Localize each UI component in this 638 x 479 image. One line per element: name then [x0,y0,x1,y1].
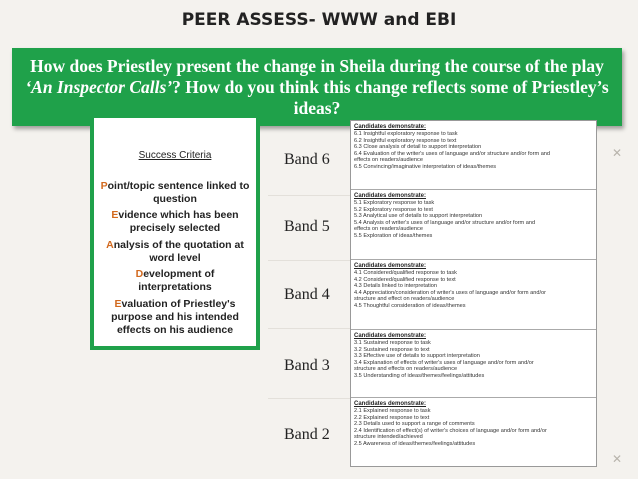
criterion-initial: P [100,180,108,192]
band-heading: Candidates demonstrate: [354,401,427,407]
band-heading: Candidates demonstrate: [354,333,427,339]
band-heading: Candidates demonstrate: [354,124,427,130]
descriptor-line: 5.5 Exploration of ideas/themes [354,232,433,239]
criterion-text: evelopment of interpretations [138,268,215,293]
descriptor-line: 6.2 Insightful exploratory response to text [354,137,457,144]
descriptor-line: 4.4 Appreciation/consideration of writer's uses of language and/or form and/or [354,289,546,296]
descriptor-line: 4.3 Details linked to interpretation [354,283,438,290]
band-divider [268,328,350,329]
descriptor-line: 6.3 Close analysis of detail to support interpretation [354,144,482,151]
success-criteria-box [90,118,260,350]
band-divider [268,195,350,196]
descriptor-line: 6.1 Insightful exploratory response to task [354,131,458,137]
descriptor-line: 3.3 Effective use of details to support interpretation [354,353,480,360]
play-title: ‘An Inspector Calls’ [25,77,173,97]
descriptor-line: 3.1 Sustained response to task [354,340,431,346]
descriptor-line: 6.5 Convincing/imaginative interpretation of ideas/themes [354,163,497,170]
criterion-initial: E [114,298,122,310]
band-6-descriptors [351,121,596,171]
criterion-initial: E [111,209,119,221]
band-label-4: Band 4 [284,286,330,303]
descriptor-line: 2.4 Identification of effect(s) of writer's choices of language and/or form and/or [354,427,547,434]
criterion-text: oint/topic sentence linked to question [107,180,250,205]
criterion-text: nalysis of the quotation at word level [113,239,244,264]
descriptor-line: 5.4 Analysis of writer's uses of language and/or structure and/or form and [354,219,536,226]
criterion-development [98,268,252,294]
descriptor-line: 4.2 Considered/qualified response to text [354,276,456,283]
descriptor-line: effects on readers/audience [354,157,423,164]
descriptor-line: 4.1 Considered/qualified response to task [354,270,457,276]
descriptor-line: 2.3 Details used to support a range of comments [354,421,475,428]
criterion-analysis [98,239,252,265]
band-label-6: Band 6 [284,151,330,168]
descriptor-line: 6.4 Evaluation of the writer's uses of language and/or structure and/or form and [354,150,551,157]
descriptor-line: 2.1 Explained response to task [354,408,431,414]
descriptor-line: 3.4 Explanation of effects of writer's uses of language and/or form and/or [354,359,534,366]
descriptor-line: 3.2 Sustained response to text [354,346,430,353]
descriptor-line: 4.5 Thoughtful consideration of ideas/themes [354,302,466,309]
descriptor-line: 2.5 Awareness of ideas/themes/feelings/attitudes [354,440,476,447]
descriptor-line: 2.2 Explained response to text [354,414,430,421]
criterion-evaluation [98,298,252,337]
band-3-descriptors [351,329,596,380]
criterion-initial: A [106,239,114,251]
band-2-descriptors [351,397,596,448]
band-descriptor-table [350,120,597,467]
descriptor-line: 5.2 Exploratory response to text [354,206,433,213]
descriptor-line: structure intended/achieved [354,434,423,441]
band-heading: Candidates demonstrate: [354,263,427,269]
band-4-descriptors [351,259,596,310]
descriptor-line: 3.5 Understanding of ideas/themes/feelings/attitudes [354,372,485,379]
criterion-initial: D [135,268,144,280]
question-banner [12,48,622,126]
page-title: PEER ASSESS- WWW and EBI [181,10,457,30]
descriptor-line: 5.3 Analytical use of details to support interpretation [354,213,483,220]
question-text-start: How does Priestley present the change in Sheila during the course of the play [30,56,604,76]
descriptor-line: effects on readers/audience [354,226,423,233]
descriptor-line: structure and effects on readers/audience [354,366,458,373]
band-label-2: Band 2 [284,426,330,443]
criterion-evidence [98,209,252,235]
question-text-end: ? How do you think this change reflects some of Priestley’s ideas? [172,77,609,118]
descriptor-line: structure and effect on readers/audience [354,296,455,303]
descriptor-line: 5.1 Exploratory response to task [354,200,435,206]
band-label-5: Band 5 [284,218,330,235]
criterion-point [98,180,252,206]
band-heading: Candidates demonstrate: [354,193,427,199]
band-divider [268,398,350,399]
band-label-3: Band 3 [284,357,330,374]
band-5-descriptors [351,189,596,240]
criterion-text: valuation of Priestley's purpose and his intended effects on his audience [111,298,239,336]
band-divider [268,260,350,261]
decorative-cross-icon: ✕ [612,452,623,466]
decorative-cross-icon: ✕ [612,146,623,160]
success-criteria-heading: Success Criteria [138,150,212,161]
criterion-text: vidence which has been precisely selected [118,209,239,234]
